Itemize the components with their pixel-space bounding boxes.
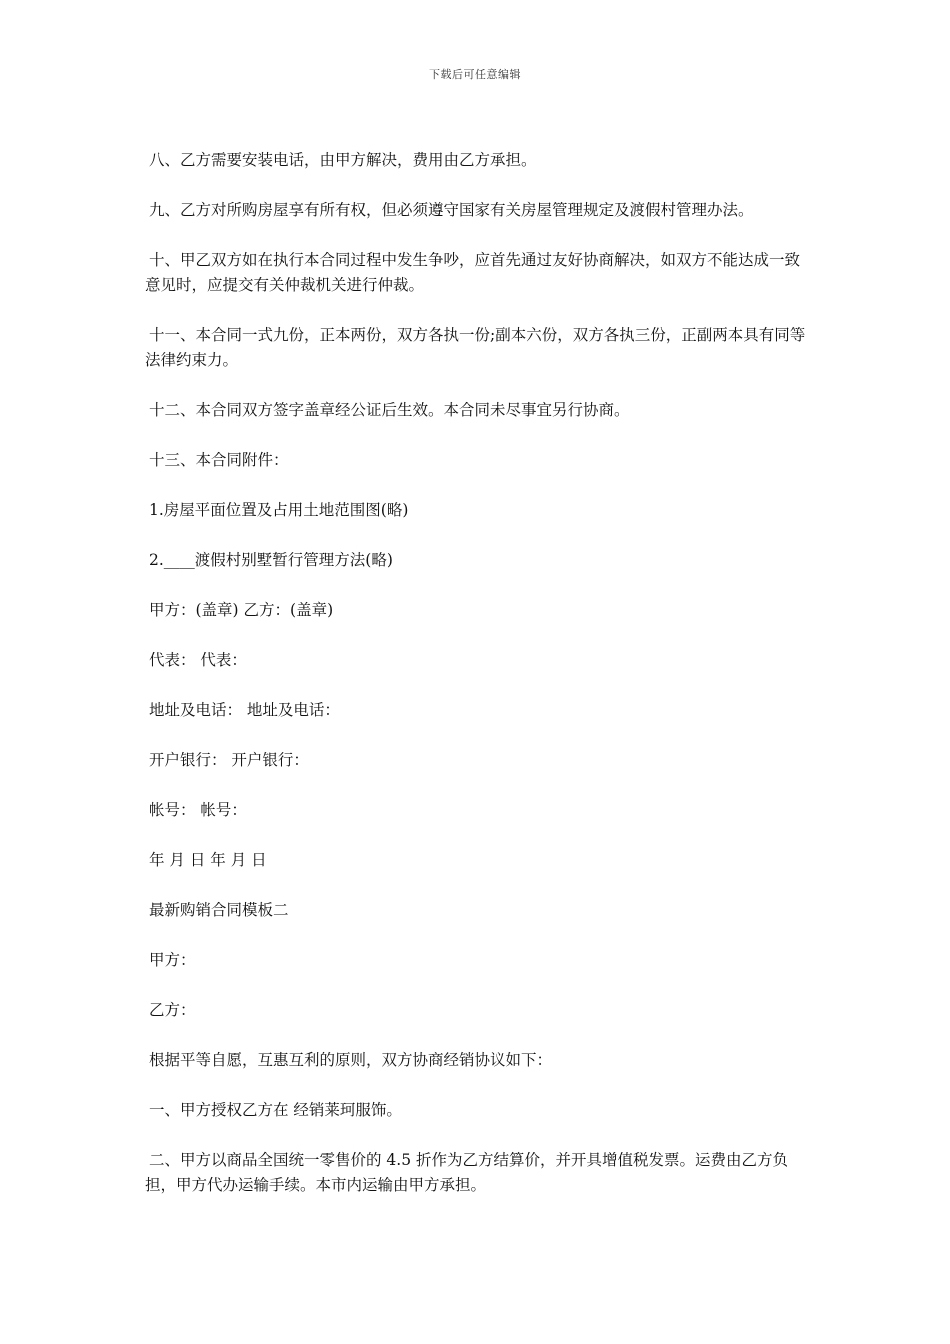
preamble: 根据平等自愿，互惠互利的原则，双方协商经销协议如下： xyxy=(149,1051,553,1069)
clause-10: 十、甲乙双方如在执行本合同过程中发生争吵，应首先通过友好协商解决，如双方不能达成一致意见时，应提交有关仲裁机关进行仲裁。 xyxy=(145,251,801,294)
party-b: 乙方： xyxy=(149,1001,196,1019)
party-a: 甲方： xyxy=(149,951,196,969)
term-1: 一、甲方授权乙方在 经销莱珂服饰。 xyxy=(149,1101,402,1119)
clause-12: 十二、本合同双方签字盖章经公证后生效。本合同未尽事宜另行协商。 xyxy=(149,401,630,419)
signature-bank: 开户银行： 开户银行： xyxy=(149,751,309,769)
signature-date: 年 月 日 年 月 日 xyxy=(149,851,267,869)
clause-9: 九、乙方对所购房屋享有所有权，但必须遵守国家有关房屋管理规定及渡假村管理办法。 xyxy=(149,201,754,219)
attachment-1: 1.房屋平面位置及占用土地范围图(略) xyxy=(149,501,409,519)
page-header: 下载后可任意编辑 xyxy=(429,68,521,81)
clause-13: 十三、本合同附件： xyxy=(149,451,289,469)
attachment-2: 2.____渡假村别墅暂行管理方法(略) xyxy=(149,551,393,569)
signature-account: 帐号： 帐号： xyxy=(149,801,247,819)
clause-11: 十一、本合同一式九份，正本两份，双方各执一份;副本六份，双方各执三份，正副两本具有同等法律约束力。 xyxy=(145,326,806,369)
signature-parties: 甲方：(盖章) 乙方：(盖章) xyxy=(149,601,334,619)
signature-address-phone: 地址及电话： 地址及电话： xyxy=(149,701,340,719)
section-title: 最新购销合同模板二 xyxy=(149,901,289,919)
document-body xyxy=(145,148,810,1223)
term-2: 二、甲方以商品全国统一零售价的 4.5 折作为乙方结算价，并开具增值税发票。运费由乙方负担，甲方代办运输手续。本市内运输由甲方承担。 xyxy=(145,1151,789,1194)
signature-representatives: 代表： 代表： xyxy=(149,651,247,669)
clause-8: 八、乙方需要安装电话，由甲方解决，费用由乙方承担。 xyxy=(149,151,537,169)
